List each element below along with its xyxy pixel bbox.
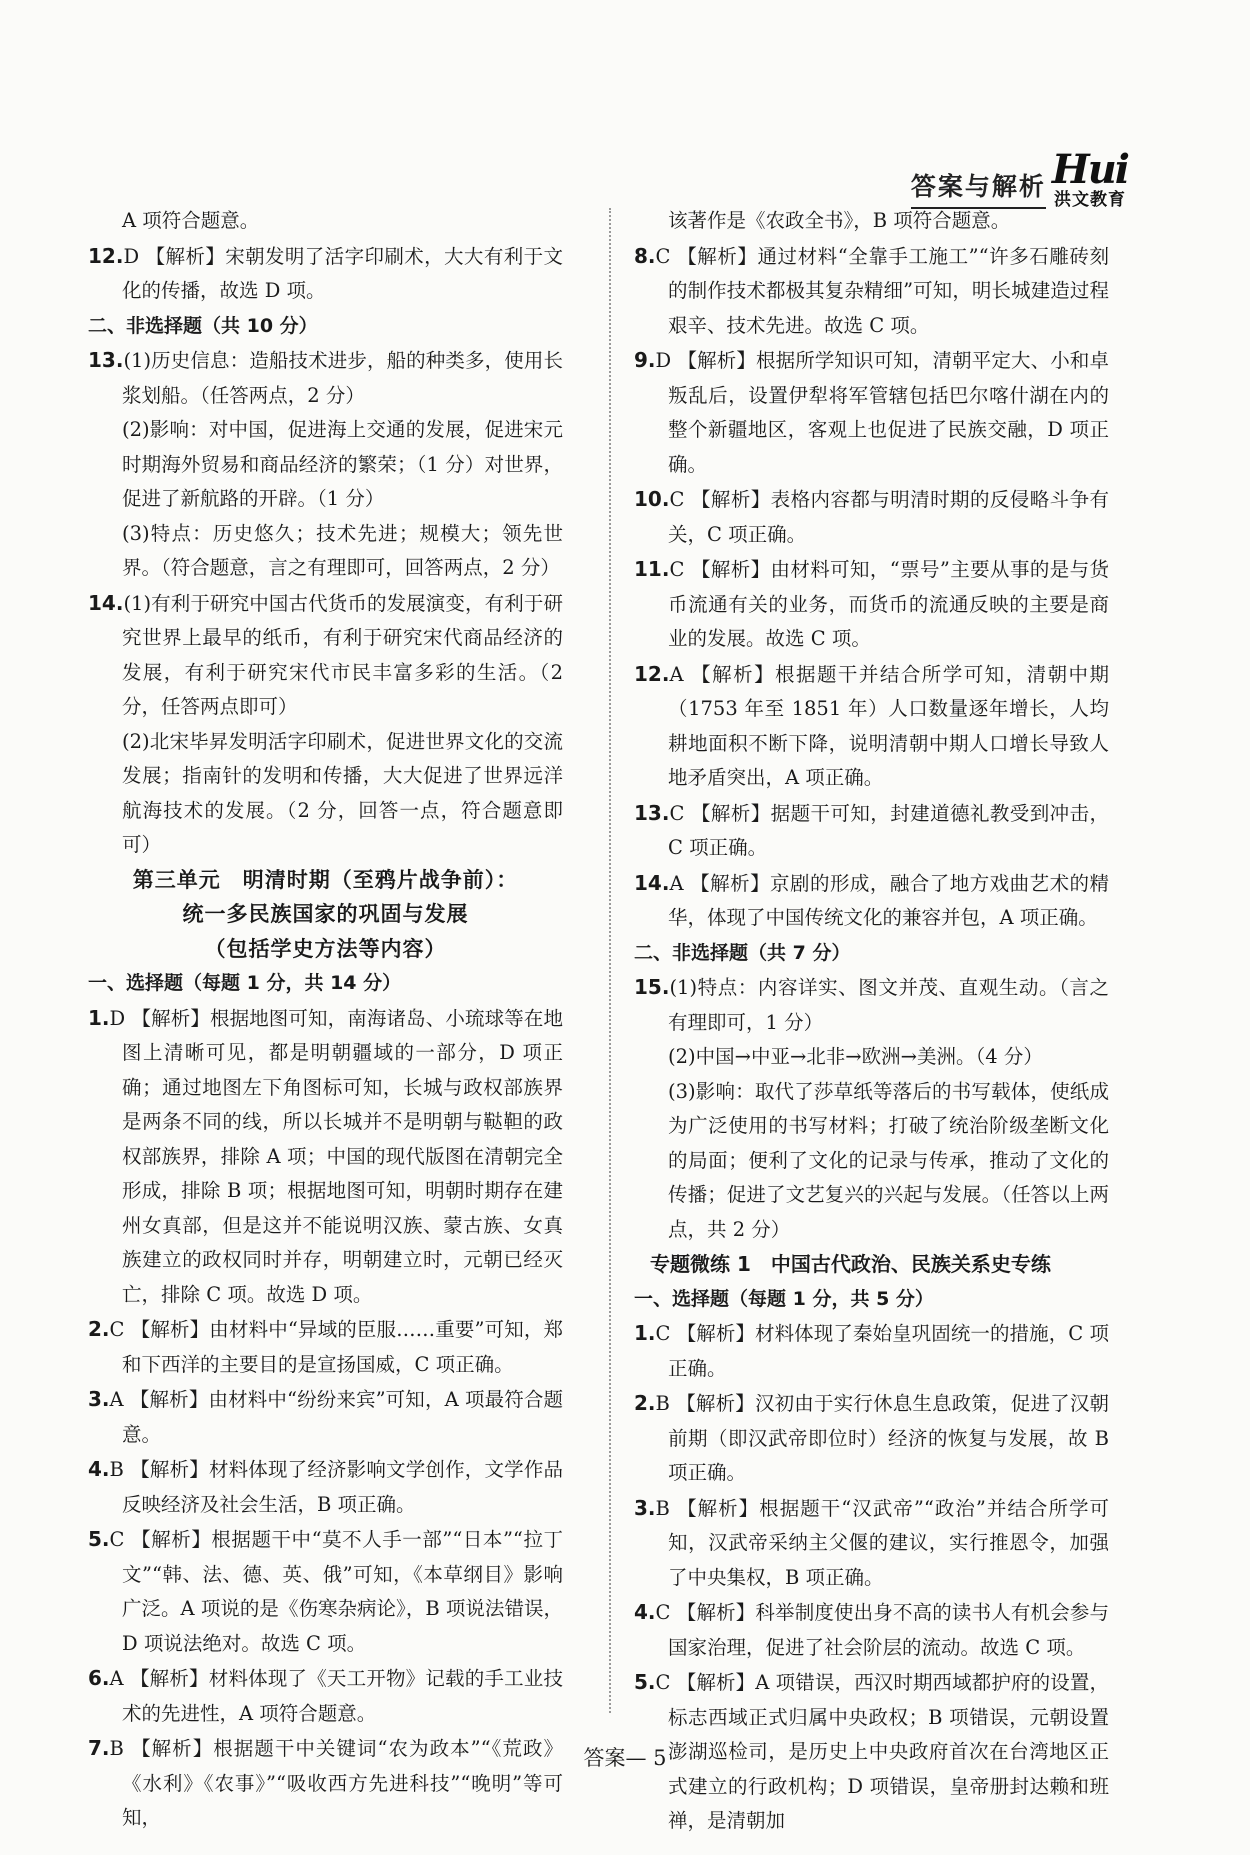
answer-line: 该著作是《农政全书》，B 项符合题意。	[668, 209, 1011, 232]
answer-item-4	[634, 1595, 1109, 1665]
item-text: A 【解析】材料体现了《天工开物》记载的手工业技术的先进性，A 项符合题意。	[109, 1667, 563, 1725]
answer-item-8	[634, 239, 1109, 344]
item-text: (1)特点：内容详实、图文并茂、直观生动。（言之有理即可，1 分）	[668, 976, 1109, 1034]
item-text: A 【解析】京剧的形成，融合了地方戏曲艺术的精华，体现了中国传统文化的兼容并包，A 项正确。	[668, 871, 1109, 929]
logo-text: 洪文教育	[1053, 190, 1126, 210]
header-title: 答案与解析	[911, 167, 1046, 209]
answer-item-4	[88, 1452, 563, 1522]
answer-item-13	[88, 343, 563, 413]
item-text: C 【解析】A 项错误，西汉时期西域都护府的设置，标志西域正式归属中央政权；B 项错误，元朝设置澎湖巡检司，是历史上中央政府首次在台湾地区正式建立的行政机构；D 项错误，皇帝册封达赖和班禅，是清朝加	[655, 1671, 1109, 1832]
item-text: A 【解析】由材料中“纷纷来宾”可知，A 项最符合题意。	[109, 1388, 563, 1446]
item-number: 2.	[88, 1317, 110, 1341]
item-text: D 【解析】根据地图可知，南海诸岛、小琉球等在地图上清晰可见，都是明朝疆域的一部分，D 项正确；通过地图左下角图标可知，长城与政权部族界是两条不同的线，所以长城并不是明朝与鞑靼的政权部族界，排除 A 项；中国的现代版图在清朝完全形成，排除 B 项；根据地图可知，明朝时期存在建州女真部，但是这并不能说明汉族、蒙古族、女真族建立的政权同时并存，明朝建立时，元朝已经灭亡，排除 C 项。故选 D 项。	[109, 1006, 563, 1306]
answer-subitem: (3)影响：取代了莎草纸等落后的书写载体，使纸成为广泛使用的书写材料；打破了统治阶级垄断文化的局面；便利了文化的记录与传承，推动了文化的传播；促进了文艺复兴的兴起与发展。（任答以上两点，共 2 分）	[668, 1079, 1109, 1241]
answer-item-13	[634, 796, 1109, 866]
right-column	[634, 204, 1109, 1839]
answer-item-2	[634, 1386, 1109, 1491]
item-number: 10.	[634, 487, 670, 511]
item-number: 6.	[88, 1666, 110, 1690]
answer-item-11	[634, 552, 1109, 657]
item-text: C 【解析】通过材料“全靠手工施工”“许多石雕砖刻的制作技术都极其复杂精细”可知，明长城建造过程艰辛、技术先进。故选 C 项。	[655, 244, 1109, 337]
answer-item-10	[634, 482, 1109, 552]
logo-mark: Hui	[1051, 146, 1128, 193]
item-number: 7.	[88, 1736, 110, 1760]
answer-item-5	[88, 1522, 563, 1661]
answer-item-12	[634, 657, 1109, 796]
item-number: 12.	[88, 243, 124, 268]
left-column	[88, 204, 563, 1836]
answer-line: A 项符合题意。	[122, 209, 260, 232]
section-heading: 一、选择题（每题 1 分，共 14 分）	[88, 972, 402, 994]
answer-subitem: (3)特点：历史悠久；技术先进；规模大；领先世界。（符合题意，言之有理即可，回答两点，2 分）	[122, 521, 563, 579]
page-header	[910, 146, 1128, 210]
item-text: B 【解析】根据题干“汉武帝”“政治”并结合所学可知，汉武帝采纳主父偃的建议，实行推恩令，加强了中央集权，B 项正确。	[655, 1496, 1109, 1589]
answer-item-12	[88, 239, 563, 309]
section-heading: 二、非选择题（共 7 分）	[634, 941, 851, 964]
item-number: 4.	[634, 1600, 656, 1624]
answer-item-3	[88, 1382, 563, 1452]
item-number: 15.	[634, 975, 670, 999]
item-number: 14.	[634, 870, 670, 895]
item-text: C 【解析】材料体现了秦始皇巩固统一的措施，C 项正确。	[655, 1322, 1109, 1380]
item-text: B 【解析】根据题干中关键词“农为政本”“《荒政》《水利》《农事》”“吸收西方先进科技”“晚明”等可知，	[109, 1737, 563, 1829]
item-text: C 【解析】根据题干中“莫不人手一部”“日本”“拉丁文”“韩、法、德、英、俄”可知，《本草纲目》影响广泛。A 项说的是《伤寒杂病论》，B 项说法错误，D 项说法绝对。故选 C 项。	[109, 1528, 563, 1655]
unit-title-line-1: 第三单元 明清时期（至鸦片战争前）：	[132, 867, 519, 892]
answer-item-14	[634, 866, 1109, 936]
item-text: A 【解析】根据题干并结合所学可知，清朝中期（1753 年至 1851 年）人口数量逐年增长，人均耕地面积不断下降，说明清朝中期人口增长导致人地矛盾突出，A 项正确。	[668, 662, 1109, 789]
item-text: C 【解析】表格内容都与明清时期的反侵略斗争有关，C 项正确。	[668, 488, 1109, 546]
item-text: B 【解析】材料体现了经济影响文学创作，文学作品反映经济及社会生活，B 项正确。	[109, 1458, 563, 1516]
topic-heading: 专题微练 1 中国古代政治、民族关系史专练	[650, 1252, 1051, 1276]
item-text: (1)历史信息：造船技术进步，船的种类多，使用长浆划船。（任答两点，2 分）	[122, 349, 563, 407]
item-number: 8.	[634, 243, 656, 268]
answer-item-6	[88, 1661, 563, 1731]
item-text: C 【解析】由材料可知，“票号”主要从事的是与货币流通有关的业务，而货币的流通反映的主要是商业的发展。故选 C 项。	[668, 558, 1109, 650]
answer-subitem: (2)北宋毕昇发明活字印刷术，促进世界文化的交流发展；指南针的发明和传播，大大促进了世界远洋航海技术的发展。（2 分，回答一点，符合题意即可）	[122, 729, 563, 856]
section-heading: 二、非选择题（共 10 分）	[88, 314, 318, 337]
answer-item-3	[634, 1491, 1109, 1596]
item-text: C 【解析】由材料中“异域的臣服……重要”可知，郑和下西洋的主要目的是宣扬国威，C 项正确。	[109, 1318, 563, 1376]
answer-subitem: (2)影响：对中国，促进海上交通的发展，促进宋元时期海外贸易和商品经济的繁荣；（1 分）对世界，促进了新航路的开辟。（1 分）	[122, 418, 563, 510]
column-divider	[609, 208, 611, 1713]
item-number: 3.	[88, 1387, 110, 1411]
section-heading: 一、选择题（每题 1 分，共 5 分）	[634, 1287, 934, 1310]
item-text: D 【解析】根据所学知识可知，清朝平定大、小和卓叛乱后，设置伊犁将军管辖包括巴尔喀什湖在内的整个新疆地区，客观上也促进了民族交融，D 项正确。	[655, 349, 1109, 476]
item-text: D 【解析】宋朝发明了活字印刷术，大大有利于文化的传播，故选 D 项。	[122, 244, 563, 302]
item-number: 12.	[634, 661, 670, 686]
item-text: (1)有利于研究中国古代货币的发展演变，有利于研究世界上最早的纸币，有利于研究宋代商品经济的发展，有利于研究宋代市民丰富多彩的生活。（2 分，任答两点即可）	[122, 591, 563, 718]
answer-item-15	[634, 970, 1109, 1040]
item-number: 5.	[88, 1527, 110, 1551]
item-number: 13.	[88, 348, 124, 372]
item-number: 9.	[634, 348, 656, 372]
item-number: 11.	[634, 557, 670, 581]
item-text: C 【解析】科举制度使出身不高的读书人有机会参与国家治理，促进了社会阶层的流动。故选 C 项。	[655, 1601, 1109, 1659]
item-number: 1.	[634, 1321, 656, 1345]
answer-item-2	[88, 1312, 563, 1382]
publisher-logo	[1051, 146, 1128, 210]
answer-item-14	[88, 586, 563, 725]
item-number: 13.	[634, 800, 670, 825]
item-number: 14.	[88, 590, 124, 615]
item-text: C 【解析】据题干可知，封建道德礼教受到冲击，C 项正确。	[668, 801, 1109, 859]
answer-item-1	[88, 1001, 563, 1313]
item-text: B 【解析】汉初由于实行休息生息政策，促进了汉朝前期（即汉武帝即位时）经济的恢复与发展，故 B 项正确。	[655, 1392, 1109, 1484]
unit-title-line-3: （包括学史方法等内容）	[204, 936, 447, 961]
item-number: 2.	[634, 1391, 656, 1415]
item-number: 1.	[88, 1005, 110, 1030]
unit-title-line-2: 统一多民族国家的巩固与发展	[182, 902, 469, 926]
item-number: 4.	[88, 1457, 110, 1481]
answer-item-9	[634, 343, 1109, 482]
item-number: 3.	[634, 1495, 656, 1520]
item-number: 5.	[634, 1670, 656, 1694]
answer-item-1	[634, 1316, 1109, 1386]
page-number: 答案— 5	[583, 1746, 667, 1770]
answer-subitem: (2)中国→中亚→北非→欧洲→美洲。（4 分）	[668, 1045, 1043, 1068]
